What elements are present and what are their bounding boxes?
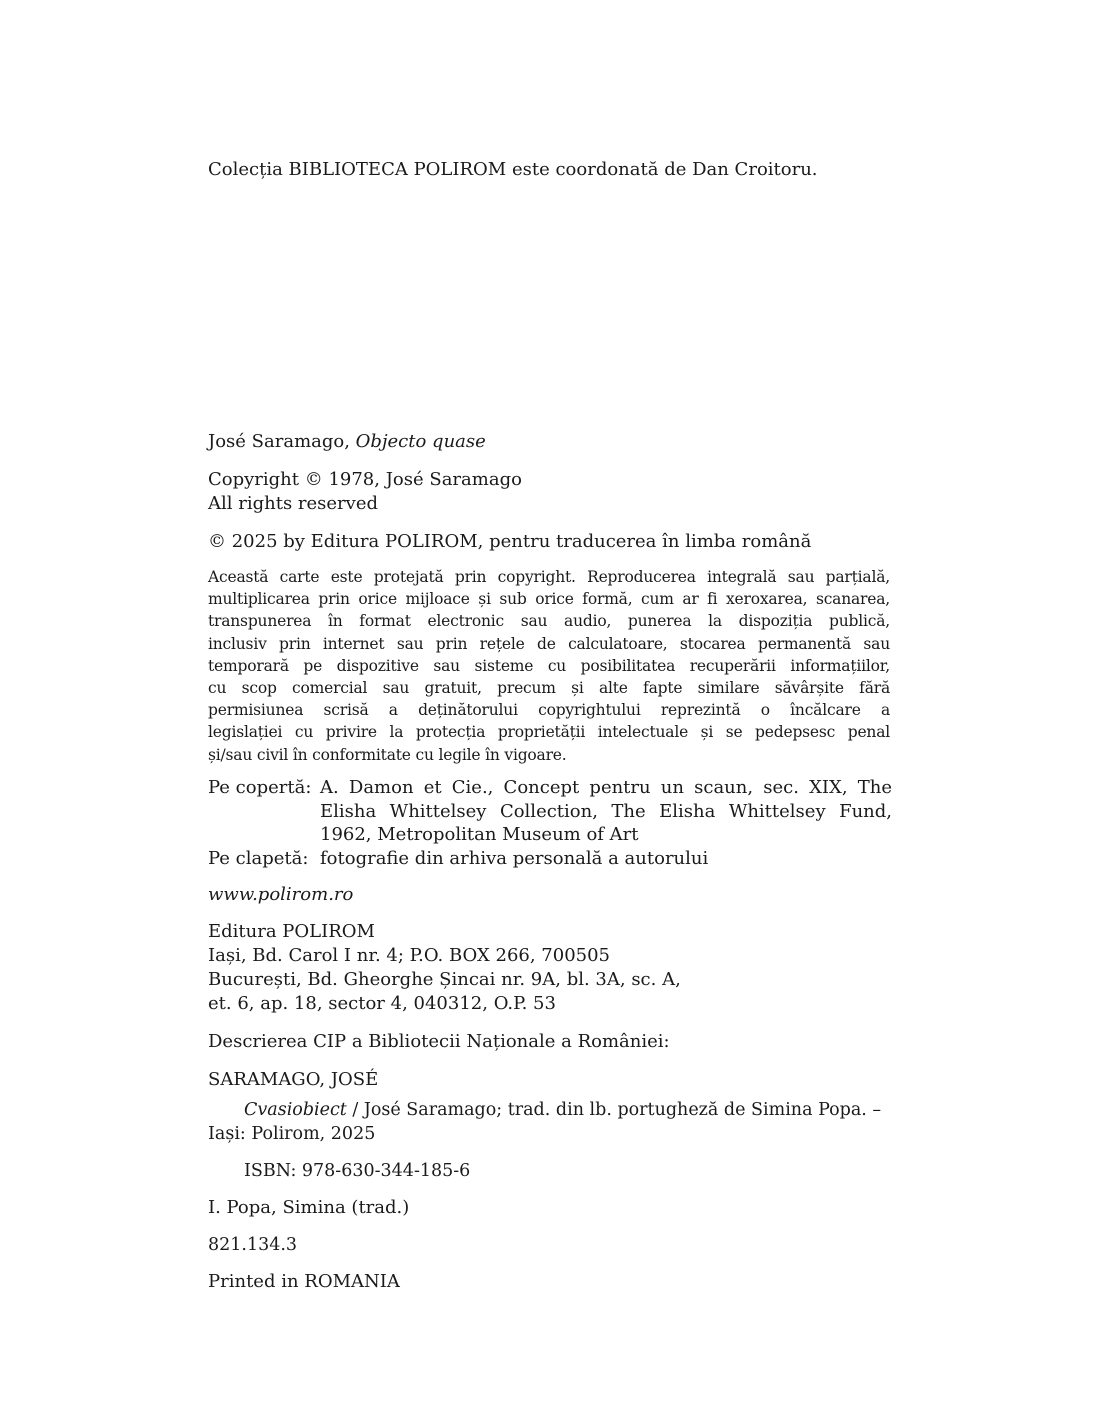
notice-line: multiplicarea prin orice mijloace și sub orice formă, cum ar fi xeroxarea, scanarea, xyxy=(208,590,890,609)
cip-title: Cvasiobiect xyxy=(244,1100,347,1120)
website-link[interactable]: www.polirom.ro xyxy=(208,884,354,905)
notice-line: legislației cu privire la protecția proprietății intelectuale și se pedepsesc penal xyxy=(208,723,890,742)
original-title-line xyxy=(208,430,486,454)
cip-title-line xyxy=(208,1099,898,1123)
cip-imprint: Iași: Polirom, 2025 xyxy=(208,1123,376,1144)
flap-label: Pe clapetă: xyxy=(208,847,309,869)
rights-reserved: All rights reserved xyxy=(208,493,378,514)
flap-text: fotografie din arhiva personală a autorului xyxy=(320,847,709,869)
printed-in: Printed in ROMANIA xyxy=(208,1271,400,1292)
notice-line: inclusiv prin internet sau prin rețele de calculatoare, stocarea permanentă sau xyxy=(208,634,890,653)
notice-line: temporară pe dispozitive sau sisteme cu posibilitatea recuperării informațiilor, xyxy=(208,656,890,675)
notice-line: Această carte este protejată prin copyright. Reproducerea integrală sau parțială, xyxy=(208,568,890,586)
copyright-notice xyxy=(208,566,890,766)
notice-line: transpunerea în format electronic sau audio, punerea la dispoziția publică, xyxy=(208,612,890,631)
publisher-address-bucuresti: București, Bd. Gheorghe Șincai nr. 9A, bl. 3A, sc. A, xyxy=(208,969,681,990)
cip-title-entry xyxy=(208,1099,898,1146)
publisher-address-bucuresti-cont: et. 6, ap. 18, sector 4, 040312, O.P. 53 xyxy=(208,993,556,1014)
cip-author: SARAMAGO, JOSÉ xyxy=(208,1069,379,1090)
cip-isbn: ISBN: 978-630-344-185-6 xyxy=(244,1161,471,1181)
publisher-address-iasi: Iași, Bd. Carol I nr. 4; P.O. BOX 266, 700505 xyxy=(208,945,611,966)
cover-line: Elisha Whittelsey Collection, The Elisha Whittelsey Fund, xyxy=(320,800,892,822)
cover-line: A. Damon et Cie., Concept pentru un scaun, sec. XIX, The xyxy=(320,777,892,798)
notice-line: și/sau civil în conformitate cu legile în vigoare. xyxy=(208,745,567,764)
cover-line: 1962, Metropolitan Museum of Art xyxy=(320,824,639,845)
cip-added-entry: I. Popa, Simina (trad.) xyxy=(208,1197,410,1218)
cip-title-rest: / José Saramago; trad. din lb. portugheză de Simina Popa. – xyxy=(346,1100,882,1120)
cover-label: Pe copertă: xyxy=(208,777,312,798)
translation-copyright: © 2025 by Editura POLIROM, pentru traducerea în limba română xyxy=(208,531,812,552)
image-credits xyxy=(208,776,892,870)
flap-credit xyxy=(208,847,892,871)
cip-heading: Descrierea CIP a Bibliotecii Naționale a României: xyxy=(208,1031,670,1052)
cover-credit xyxy=(208,776,892,847)
collection-note: Colecția BIBLIOTECA POLIROM este coordonată de Dan Croitoru. xyxy=(208,159,818,180)
cover-text xyxy=(320,776,892,847)
notice-line: cu scop comercial sau gratuit, precum și alte fapte similare săvârșite fără xyxy=(208,679,890,698)
original-author: José Saramago, xyxy=(208,431,356,452)
cip-classification: 821.134.3 xyxy=(208,1235,298,1255)
publisher-name: Editura POLIROM xyxy=(208,921,375,942)
copyright-line: Copyright © 1978, José Saramago xyxy=(208,469,522,490)
original-title: Objecto quase xyxy=(355,431,486,452)
notice-line: permisiunea scrisă a deținătorului copyrightului reprezintă o încălcare a xyxy=(208,701,890,720)
